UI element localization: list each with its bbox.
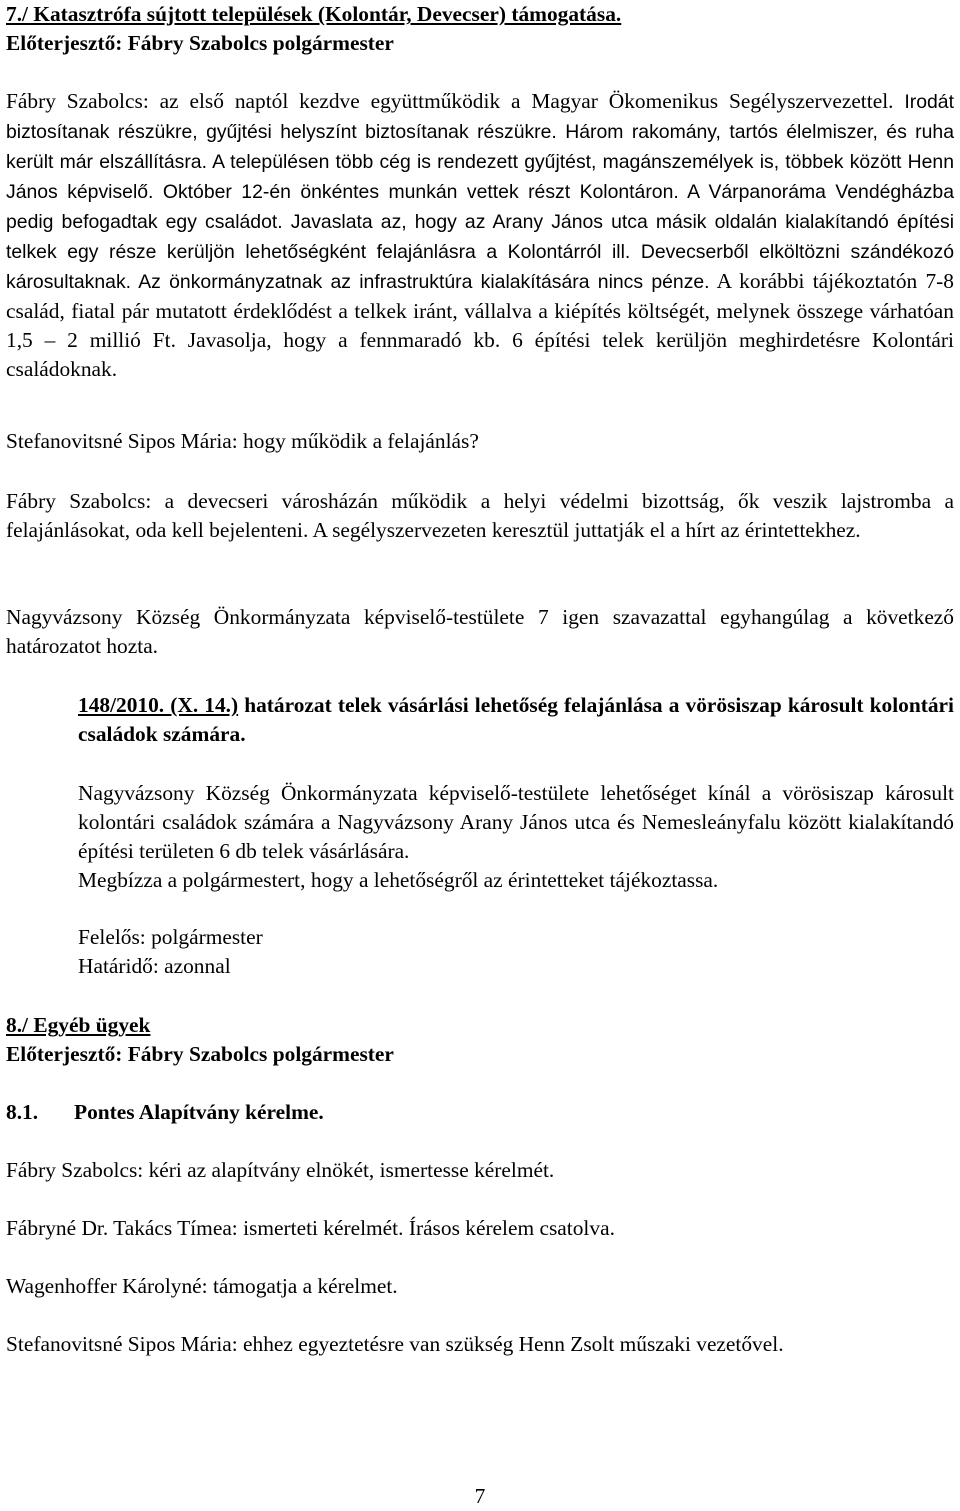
subsection-title: Pontes Alapítvány kérelme. [74,1100,324,1124]
section-8-title: 8./ Egyéb ügyek [6,1013,151,1037]
resolution-responsible: Felelős: polgármester [78,925,263,949]
page-number: 7 [474,1484,486,1508]
paragraph-fabry-report [6,87,954,384]
subsection-number: 8.1. [6,1100,39,1124]
paragraph-serif-part-b: A korábbi tájékoztatón 7-8 család, fiatal pár mutatott érdeklődést a telkek iránt, vállalva a kiépítés költségét, melynek összege várhatóan 1,5 – 2 millió Ft. Javasolja, hogy a fennmaradó kb. 6 építési telek kerüljön meghirdetésre Kolontári családoknak. [6,269,954,381]
resolution-heading [78,691,954,749]
paragraph-sans-part: Irodát biztosítanak részükre, gyűjtési helyszínt biztosítanak részükre. Három rakomány, tartós élelmiszer, és ruha került már elszállításra. A településen több cég is rendezett gyűjtést, magánszemélyek is, többek között Henn János képviselő. Október 12-én önkéntes munkán vettek részt Kolontáron. A Várpanoráma Vendégházba pedig befogadtak egy családot. Javaslata az, hogy az Arany János utca másik oldalán kialakítandó építési telkek egy része kerüljön lehetőségként felajánlásra a Kolontárról ill. Devecserből elköltözni szándékozó károsultaknak. Az önkormányzatnak az infrastruktúra kialakítására nincs pénze. [6,91,954,293]
paragraph-wagenhoffer: Wagenhoffer Károlyné: támogatja a kérelmet. [6,1274,398,1298]
resolution-body: Nagyvázsony Község Önkormányzata képviselő-testülete lehetőséget kínál a vörösiszap károsult kolontári családok számára a Nagyvázsony Arany János utca és Nemesleányfalu között kialakítandó építési területen 6 db telek vásárlására. [78,781,954,863]
paragraph-fabry-request: Fábry Szabolcs: kéri az alapítvány elnökét, ismertesse kérelmét. [6,1158,555,1182]
subsection-8-1-heading [6,1098,954,1127]
resolution-deadline: Határidő: azonnal [78,954,231,978]
paragraph-fabry-answer: Fábry Szabolcs: a devecseri városházán működik a helyi védelmi bizottság, ők veszik lajstromba a felajánlásokat, oda kell bejelenteni. A segélyszervezeten keresztül juttatják el a hírt az érintettekhez. [6,489,954,542]
section-7-title: 7./ Katasztrófa sújtott települések (Kolontár, Devecser) támogatása. [6,2,622,26]
resolution-body-2: Megbízza a polgármestert, hogy a lehetőségről az érintetteket tájékoztassa. [78,868,719,892]
resolution-title: határozat telek vásárlási lehetőség felajánlása a vörösiszap károsult kolontári családok számára. [78,693,954,746]
paragraph-fabryne: Fábryné Dr. Takács Tímea: ismerteti kérelmét. Írásos kérelem csatolva. [6,1216,615,1240]
paragraph-vote: Nagyvázsony Község Önkormányzata képviselő-testülete 7 igen szavazattal egyhangúlag a következő határozatot hozta. [6,605,954,658]
section-8-presenter: Előterjesztő: Fábry Szabolcs polgármester [6,1042,394,1066]
paragraph-serif-part-a: Fábry Szabolcs: az első naptól kezdve együttműködik a Magyar Ökomenikus Segélyszervezettel. [6,89,894,113]
section-7-presenter: Előterjesztő: Fábry Szabolcs polgármester [6,31,394,55]
paragraph-stefanovitsne-reply: Stefanovitsné Sipos Mária: ehhez egyeztetésre van szükség Henn Zsolt műszaki vezetővel. [6,1332,784,1356]
paragraph-stefanovitsne-question: Stefanovitsné Sipos Mária: hogy működik a felajánlás? [6,429,479,453]
resolution-number: 148/2010. (X. 14.) [78,693,239,717]
